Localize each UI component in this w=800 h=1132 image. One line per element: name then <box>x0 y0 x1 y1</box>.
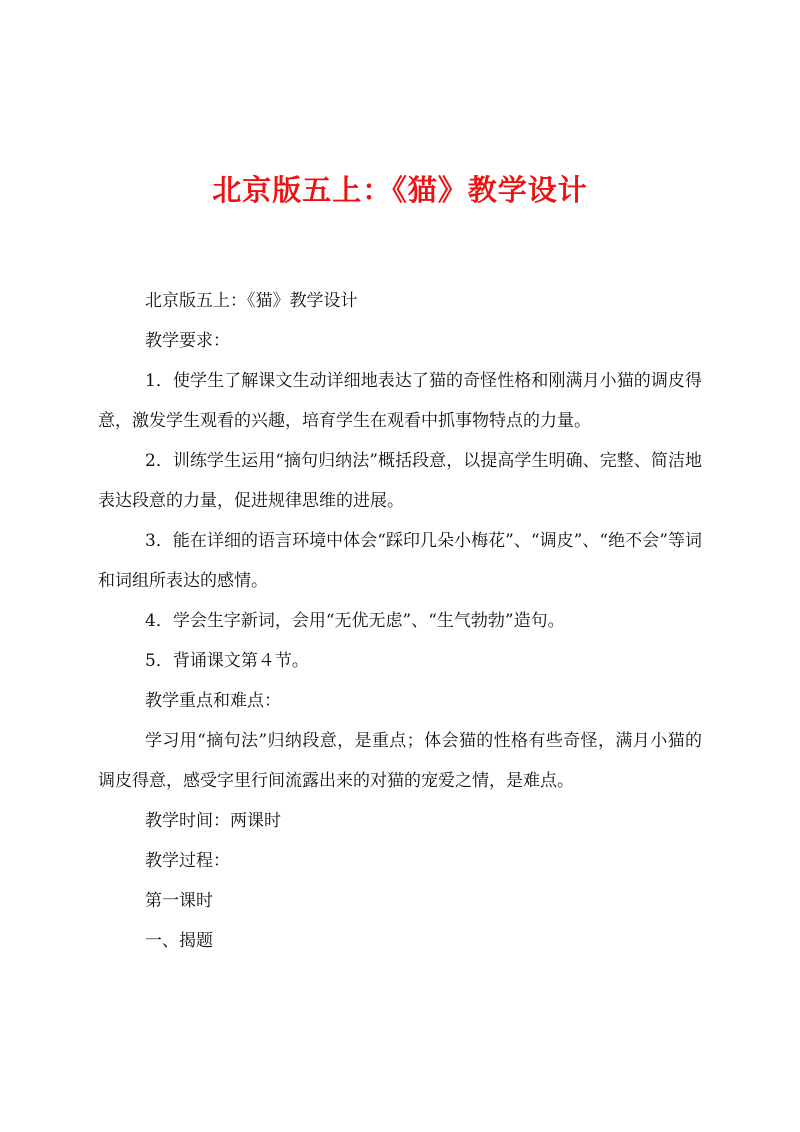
paragraph-teaching-time: 教学时间：两课时 <box>145 811 281 831</box>
paragraph-requirement-2: 2．训练学生运用“摘句归纳法”概括段意，以提高学生明确、完整、简洁地表达段意的力量，促进规律思维的进展。 <box>98 451 702 511</box>
paragraph-teaching-process-heading: 教学过程： <box>145 851 230 871</box>
paragraph-first-lesson: 第一课时 <box>145 891 213 911</box>
paragraph-subtitle: 北京版五上：《猫》教学设计 <box>145 291 358 311</box>
paragraph-requirement-5: 5．背诵课文第４节。 <box>145 651 309 671</box>
paragraph-step-one: 一、揭题 <box>145 931 213 951</box>
paragraph-requirement-3: 3．能在详细的语言环境中体会“踩印几朵小梅花”、“调皮”、“绝不会”等词和词组所表达的感情。 <box>98 531 702 591</box>
paragraph-key-points-heading: 教学重点和难点： <box>145 691 281 711</box>
paragraph-requirement-1: 1．使学生了解课文生动详细地表达了猫的奇怪性格和刚满月小猫的调皮得意，激发学生观看的兴趣，培育学生在观看中抓事物特点的力量。 <box>98 371 702 431</box>
document-title: 北京版五上：《猫》教学设计 <box>212 173 588 207</box>
paragraph-key-points: 学习用“摘句法”归纳段意，是重点；体会猫的性格有些奇怪，满月小猫的调皮得意，感受字里行间流露出来的对猫的宠爱之情，是难点。 <box>98 731 702 791</box>
paragraph-teaching-requirements-heading: 教学要求： <box>145 331 230 351</box>
paragraph-requirement-4: 4．学会生字新词，会用“无优无虑”、“生气勃勃”造句。 <box>145 611 565 631</box>
document-body <box>98 281 702 961</box>
